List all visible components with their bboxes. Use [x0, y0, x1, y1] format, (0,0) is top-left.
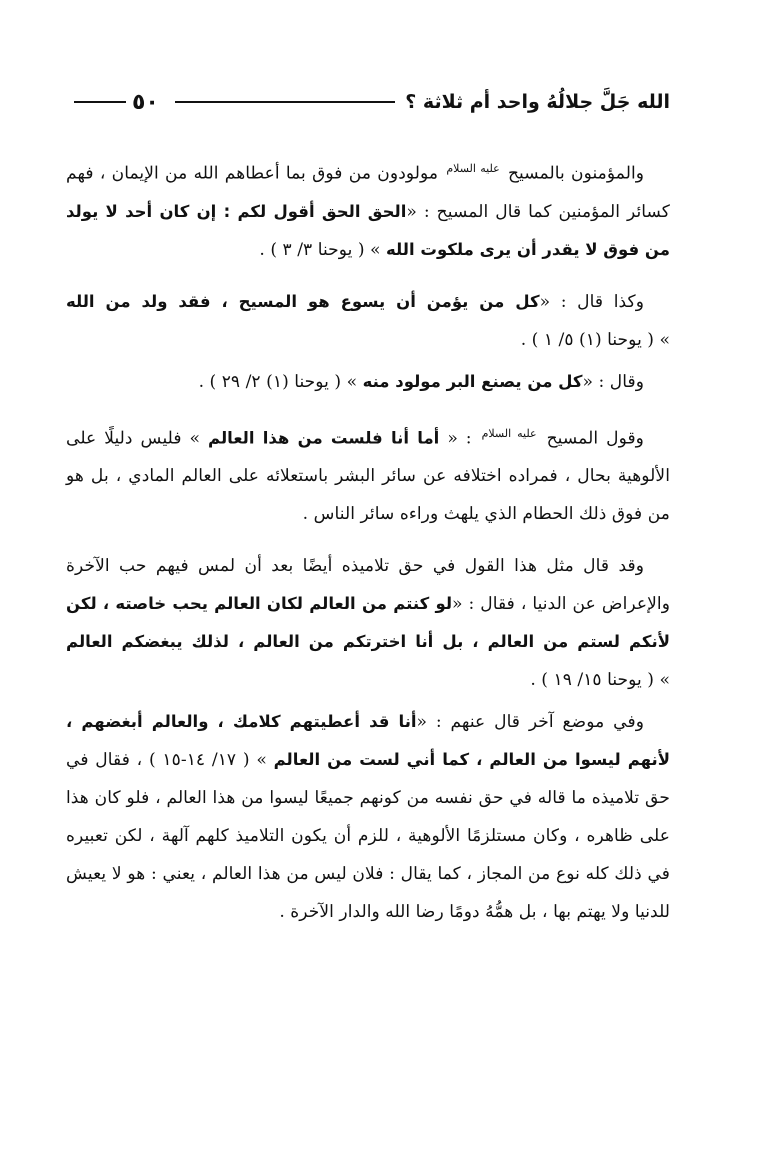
p1-text-2: مولودون من فوق بما أعطاهم الله من الإيمان ، فهم كسائر المؤمنين كما قال المسيح : «	[66, 163, 670, 222]
p3-reference: » ( يوحنا (١) ٢/ ٢٩ ) .	[198, 371, 358, 392]
p2-text-1: وكذا قال : «	[539, 291, 644, 312]
paragraph-5	[66, 547, 670, 699]
page-number: ٥٠	[132, 89, 159, 115]
p2-quote: كل من يؤمن أن يسوع هو المسيح ، فقد ولد من الله	[66, 291, 540, 311]
running-title: الله جَلَّ جلالُهُ واحد أم ثلاثة ؟	[405, 91, 670, 113]
p6-text-1: وفي موضع آخر قال عنهم : «	[416, 712, 644, 733]
p5-quote: لو كنتم من العالم لكان العالم يحب خاصته ، لكن لأنكم لستم من العالم ، بل أنا اخترتكم من العالم ، لذلك يبغضكم العالم	[66, 594, 670, 652]
paragraph-4	[66, 415, 670, 534]
p6-quote: أنا قد أعطيتهم كلامك ، والعالم أبغضهم ، لأنهم ليسوا من العالم ، كما أني لست من العالم	[66, 712, 671, 770]
p3-text-1: وقال : «	[582, 371, 644, 392]
header-rule-short	[74, 101, 126, 103]
paragraph-2	[66, 283, 670, 359]
p4-quote: أما أنا فلست من هذا العالم	[208, 428, 440, 448]
paragraph-6	[66, 703, 670, 931]
p6-text-2: فقال في حق تلاميذه ما قاله في حق نفسه من كونهم جميعًا ليسوا من هذا العالم ، فلو كان هذا على ظاهره ، وكان مستلزمًا الألوهية ، للزم أن يكون التلاميذ كلهم آلهة ، لكن تعبيره في ذلك كله نوع من المجاز ، كما يقال : فلان ليس من هذا العالم ، يعني : هو لا يعيش للدنيا ولا يهتم بها ، بل همُّهُ دومًا رضا الله والدار الآخرة .	[66, 750, 670, 923]
p5-reference: » ( يوحنا ١٥/ ١٩ ) .	[530, 670, 670, 691]
header-rule	[175, 101, 395, 103]
honorific-glyph: عليه السلام	[446, 162, 500, 175]
body-text	[66, 150, 670, 931]
p1-text-1: والمؤمنون بالمسيح	[507, 163, 645, 184]
p2-reference: » ( يوحنا (١) ٥/ ١ ) .	[520, 329, 670, 350]
paragraph-3	[66, 363, 670, 401]
honorific-glyph: عليه السلام	[481, 426, 537, 440]
p4-text-2: : «	[447, 428, 472, 449]
p4-text-1: وقول المسيح	[546, 428, 644, 449]
page-header	[64, 84, 670, 120]
p3-quote: كل من يصنع البر مولود منه	[362, 371, 583, 391]
p4-text-3: » فليس دليلًا على الألوهية بحال ، فمراده اختلافه عن سائر البشر باستعلائه على العالم المادي ، بل هو من فوق ذلك الحطام الذي يلهث وراءه سائر الناس .	[66, 428, 670, 525]
paragraph-1	[66, 150, 670, 269]
p1-quote: الحق الحق أقول لكم : إن كان أحد لا يولد من فوق لا يقدر أن يرى ملكوت الله	[66, 201, 670, 259]
p6-reference: » ( ١٧/ ١٤-١٥ ) ،	[136, 750, 267, 771]
p5-text-1: وقد قال مثل هذا القول في حق تلاميذه أيضًا بعد أن لمس فيهم حب الآخرة والإعراض عن الدنيا ، فقال : «	[66, 556, 670, 615]
p1-reference: » ( يوحنا ٣/ ٣ ) .	[259, 239, 381, 260]
